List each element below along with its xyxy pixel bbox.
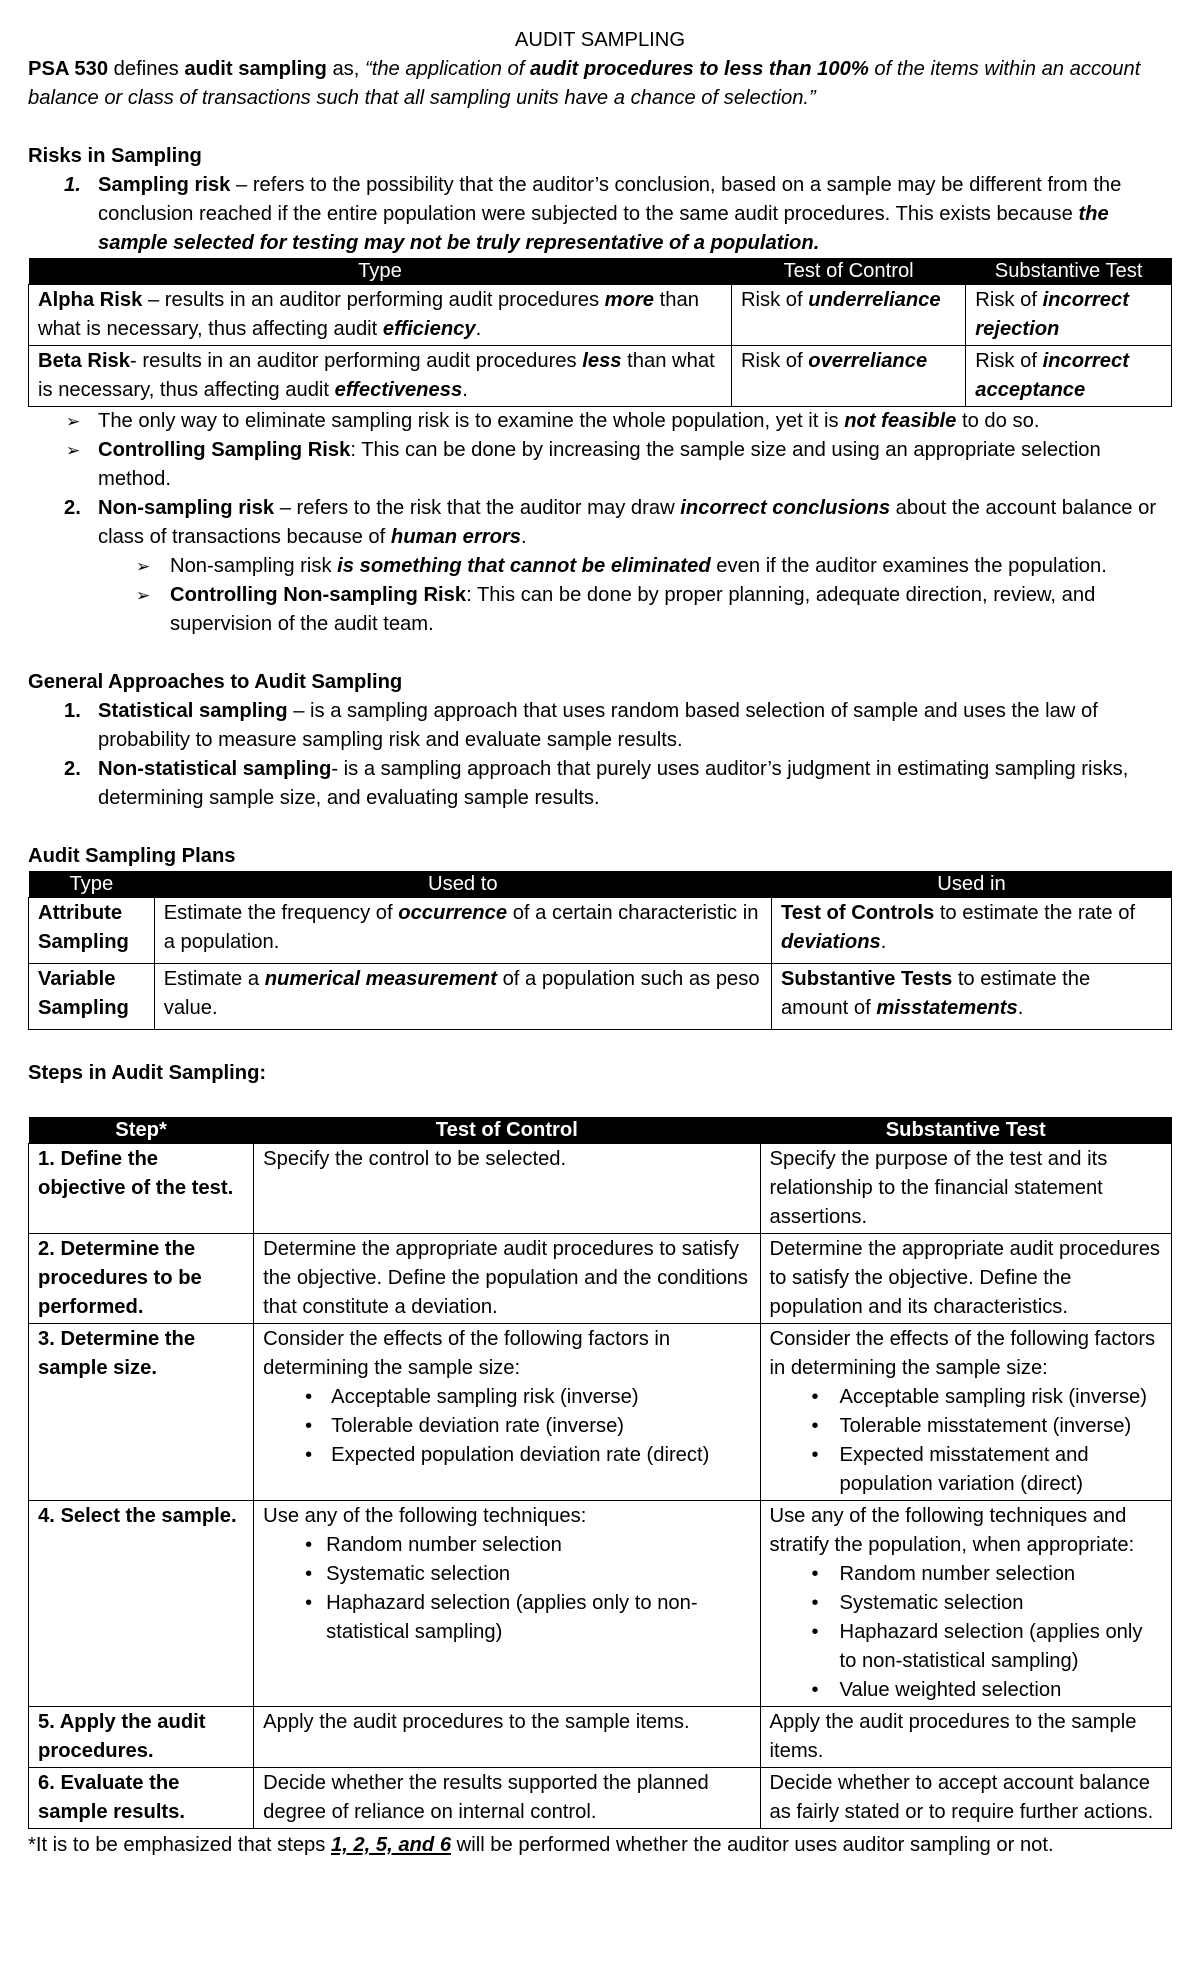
list-item: • Acceptable sampling risk (inverse) — [263, 1383, 750, 1412]
table-row — [29, 285, 1172, 346]
list-item: • Expected population deviation rate (direct) — [263, 1441, 750, 1470]
table-row — [29, 1768, 1172, 1829]
list-item: 2. Non-statistical sampling- is a sampling approach that purely uses auditor’s judgment in estimating sampling risks, determining sample size, and evaluating sample results. — [64, 758, 1129, 809]
risks-list — [28, 171, 1172, 258]
beta-risk-cell: Beta Risk- results in an auditor performing audit procedures less than what is necessary, thus affecting audit effectiveness. — [29, 346, 732, 407]
step-sub-cell: Specify the purpose of the test and its relationship to the financial statement assertions. — [760, 1144, 1172, 1234]
list-item: ➢ Non-sampling risk is something that cannot be eliminated even if the auditor examines the population. — [28, 552, 1172, 581]
step-cell: 4. Select the sample. — [29, 1501, 254, 1707]
list-item: • Expected misstatement and population variation (direct) — [770, 1441, 1163, 1499]
step-sub-cell: Decide whether to accept account balance as fairly stated or to require further actions. — [760, 1768, 1172, 1829]
list-item: • Tolerable deviation rate (inverse) — [263, 1412, 750, 1441]
step-sub-cell: Apply the audit procedures to the sample items. — [760, 1707, 1172, 1768]
column-header: Type — [29, 871, 155, 898]
column-header: Type — [29, 258, 732, 285]
steps-table — [28, 1117, 1172, 1829]
step-toc-cell: Determine the appropriate audit procedures to satisfy the objective. Define the population and the conditions that constitute a deviation. — [254, 1234, 760, 1324]
step-sub-cell: Determine the appropriate audit procedures to satisfy the objective. Define the population and its characteristics. — [760, 1234, 1172, 1324]
list-item-nonsampling-risk: 2. Non-sampling risk – refers to the risk that the auditor may draw incorrect conclusions about the account balance or class of transactions because of human errors. — [64, 497, 1157, 548]
table-row — [29, 346, 1172, 407]
step-sub-cell: Use any of the following techniques and stratify the population, when appropriate: • Random number selection • Systematic selection • Haphazard selection (applies only to non-statistical sampling) • Value weighted selection — [760, 1501, 1172, 1707]
column-header: Used in — [771, 871, 1171, 898]
standard-ref: PSA 530 — [28, 58, 109, 80]
column-header: Test of Control — [731, 258, 965, 285]
table-row — [29, 1501, 1172, 1707]
list-item: • Value weighted selection — [770, 1676, 1163, 1705]
step-toc-cell: Use any of the following techniques: • Random number selection • Systematic selection • Haphazard selection (applies only to non-statistical sampling) — [254, 1501, 760, 1707]
heading-risks: Risks in Sampling — [28, 145, 202, 167]
step-toc-cell: Specify the control to be selected. — [254, 1144, 760, 1234]
beta-toc-cell: Risk of overreliance — [731, 346, 965, 407]
step-cell: 5. Apply the audit procedures. — [29, 1707, 254, 1768]
step-toc-cell: Apply the audit procedures to the sample items. — [254, 1707, 760, 1768]
table-row — [29, 1324, 1172, 1501]
intro-term: audit sampling — [184, 58, 327, 80]
list-item: ➢ Controlling Non-sampling Risk: This can be done by proper planning, adequate direction, review, and supervision of the audit team. — [28, 581, 1172, 639]
nonsampling-risk-notes — [28, 552, 1172, 639]
step-toc-cell: Consider the effects of the following factors in determining the sample size: • Acceptable sampling risk (inverse) • Tolerable deviation rate (inverse) • Expected population deviation rate (direct) — [254, 1324, 760, 1501]
heading-plans: Audit Sampling Plans — [28, 845, 236, 867]
column-header: Substantive Test — [760, 1117, 1172, 1144]
table-row — [29, 964, 1172, 1030]
plan-type-cell: Attribute Sampling — [29, 898, 155, 964]
list-item: ➢ Controlling Sampling Risk: This can be done by increasing the sample size and using an appropriate selection method. — [28, 436, 1172, 494]
list-item: • Haphazard selection (applies only to non-statistical sampling) — [263, 1589, 750, 1647]
alpha-sub-cell: Risk of incorrect rejection — [966, 285, 1172, 346]
column-header: Test of Control — [254, 1117, 760, 1144]
list-item: • Tolerable misstatement (inverse) — [770, 1412, 1163, 1441]
list-item: • Systematic selection — [770, 1589, 1163, 1618]
sampling-risk-notes — [28, 407, 1172, 494]
alpha-risk-cell: Alpha Risk – results in an auditor performing audit procedures more than what is necessary, thus affecting audit efficiency. — [29, 285, 732, 346]
list-item: • Acceptable sampling risk (inverse) — [770, 1383, 1163, 1412]
plan-used-to-cell: Estimate a numerical measurement of a population such as peso value. — [154, 964, 771, 1030]
plan-used-in-cell: Test of Controls to estimate the rate of deviations. — [771, 898, 1171, 964]
list-item: • Haphazard selection (applies only to non-statistical sampling) — [770, 1618, 1163, 1676]
step-cell: 1. Define the objective of the test. — [29, 1144, 254, 1234]
table-row — [29, 898, 1172, 964]
step-toc-cell: Decide whether the results supported the planned degree of reliance on internal control. — [254, 1768, 760, 1829]
step-cell: 3. Determine the sample size. — [29, 1324, 254, 1501]
heading-approaches: General Approaches to Audit Sampling — [28, 671, 403, 693]
table-row — [29, 1234, 1172, 1324]
heading-steps: Steps in Audit Sampling: — [28, 1062, 267, 1084]
beta-sub-cell: Risk of incorrect acceptance — [966, 346, 1172, 407]
plan-used-in-cell: Substantive Tests to estimate the amount of misstatements. — [771, 964, 1171, 1030]
list-item: • Random number selection — [770, 1560, 1163, 1589]
sampling-plans-table — [28, 871, 1172, 1030]
table-row — [29, 1144, 1172, 1234]
alpha-toc-cell: Risk of underreliance — [731, 285, 965, 346]
plan-type-cell: Variable Sampling — [29, 964, 155, 1030]
list-item: 1. Statistical sampling – is a sampling approach that uses random based selection of sample and uses the law of probability to measure sampling risk and evaluate sample results. — [64, 700, 1098, 751]
column-header: Step* — [29, 1117, 254, 1144]
approaches-list — [28, 697, 1172, 813]
column-header: Used to — [154, 871, 771, 898]
footnote: *It is to be emphasized that steps 1, 2, 5, and 6 will be performed whether the auditor uses auditor sampling or not. — [28, 1834, 1054, 1856]
risks-list-continued — [28, 494, 1172, 552]
plan-used-to-cell: Estimate the frequency of occurrence of a certain characteristic in a population. — [154, 898, 771, 964]
column-header: Substantive Test — [966, 258, 1172, 285]
intro-paragraph: PSA 530 defines audit sampling as, “the application of audit procedures to less than 100% of the items within an account balance or class of transactions such that all sampling units have a chance of selection.” — [28, 58, 1141, 109]
step-cell: 6. Evaluate the sample results. — [29, 1768, 254, 1829]
step-sub-cell: Consider the effects of the following factors in determining the sample size: • Acceptable sampling risk (inverse) • Tolerable misstatement (inverse) • Expected misstatement and population variation (direct) — [760, 1324, 1172, 1501]
step-cell: 2. Determine the procedures to be performed. — [29, 1234, 254, 1324]
list-item: • Systematic selection — [263, 1560, 750, 1589]
risk-types-table — [28, 258, 1172, 407]
list-item: ➢ The only way to eliminate sampling risk is to examine the whole population, yet it is not feasible to do so. — [28, 407, 1172, 436]
list-item-sampling-risk: 1. Sampling risk – refers to the possibility that the auditor’s conclusion, based on a sample may be different from the conclusion reached if the entire population were subjected to the same audit procedures. This exists because the sample selected for testing may not be truly representative of a population. — [64, 174, 1122, 254]
table-row — [29, 1707, 1172, 1768]
page-title: AUDIT SAMPLING — [514, 29, 686, 51]
list-item: • Random number selection — [263, 1531, 750, 1560]
